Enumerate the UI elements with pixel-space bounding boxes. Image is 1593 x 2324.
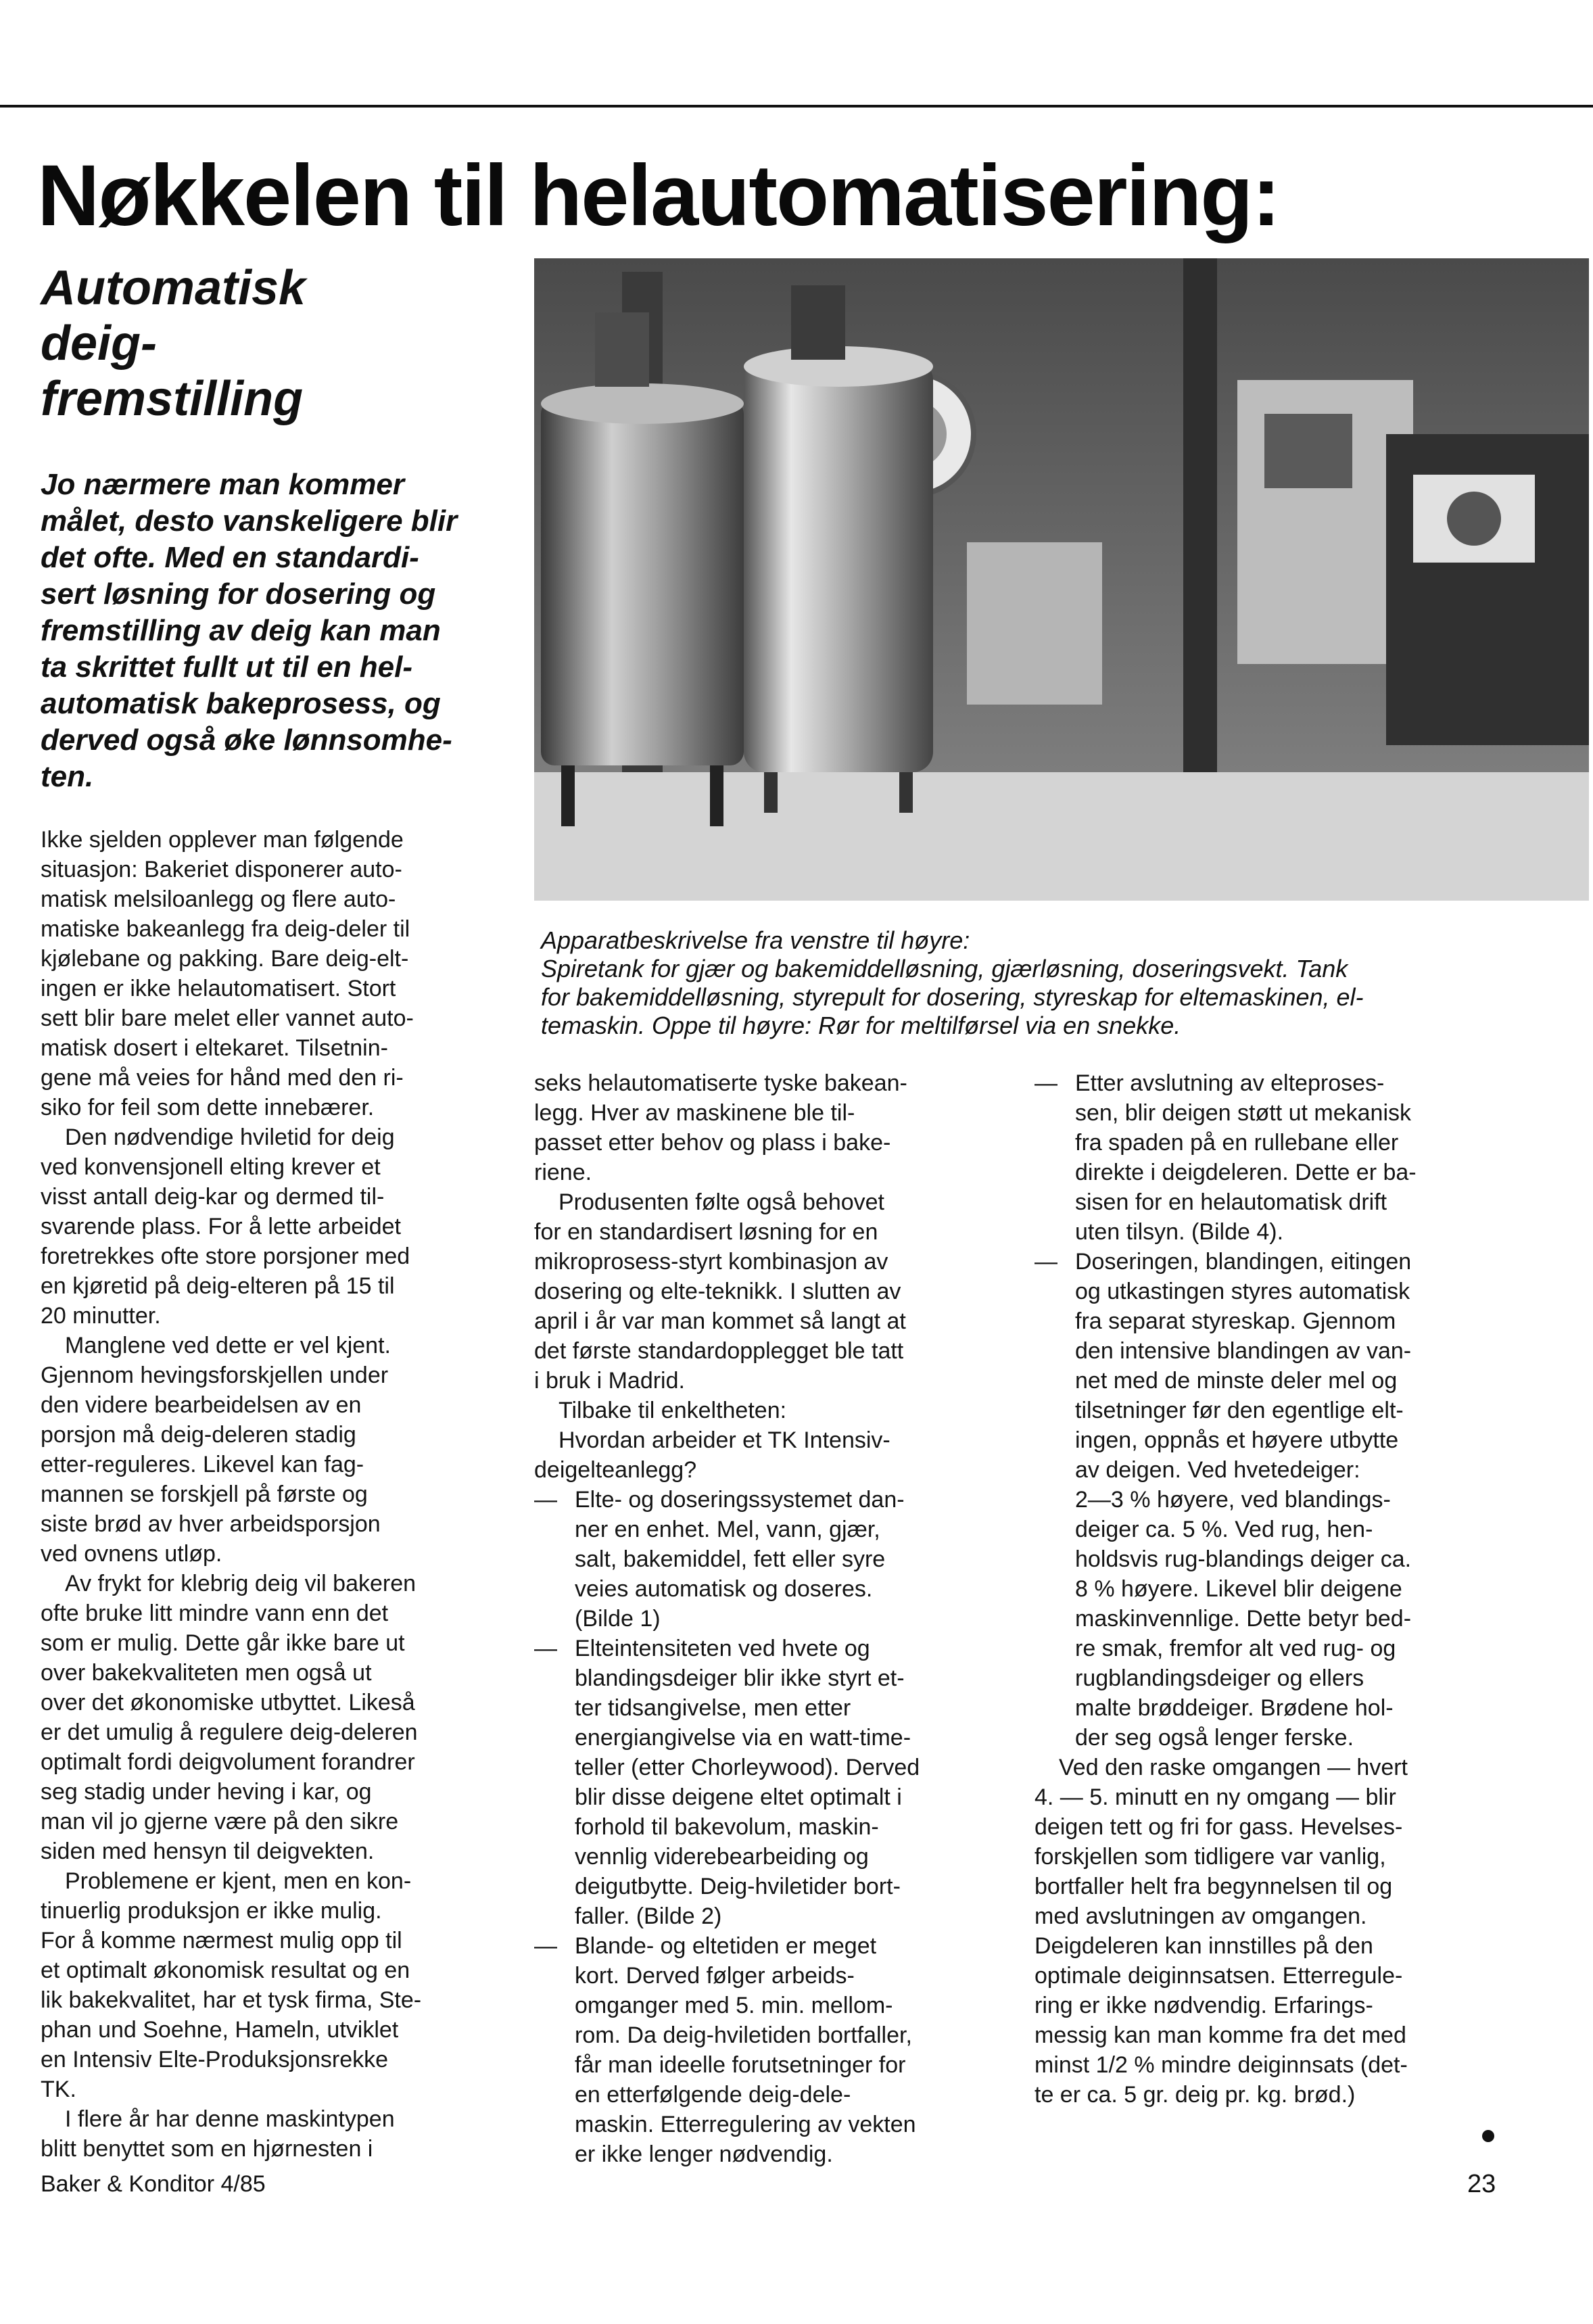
caption-line: Spiretank for gjær og bakemiddelløsning, gjærløsning, doseringsvekt. Tank	[541, 955, 1348, 982]
text-line: ner en enhet. Mel, vann, gjær,	[575, 1517, 880, 1542]
text-line: sisen for en helautomatisk drift	[1075, 1189, 1387, 1215]
text-line: rugblandingsdeiger og ellers	[1075, 1665, 1364, 1691]
text-line: 4. — 5. minutt en ny omgang — blir	[1035, 1784, 1396, 1810]
text-line: et optimalt økonomisk resultat og en	[41, 1958, 410, 1983]
text-line: april i år var man kommet så langt at	[534, 1308, 906, 1334]
text-line: er ikke lenger nødvendig.	[575, 2141, 833, 2167]
text-line: te er ca. 5 gr. deig pr. kg. brød.)	[1035, 2082, 1356, 2108]
text-line: over bakekvaliteten men også ut	[41, 1660, 372, 1686]
lead-line: derved også øke lønnsomhe-	[41, 724, 452, 757]
text-line: dosering og elte-teknikk. I slutten av	[534, 1279, 901, 1304]
text-line: riene.	[534, 1160, 592, 1185]
top-rule	[0, 105, 1593, 108]
body-column-3	[1035, 1068, 1528, 2110]
text-line: situasjon: Bakeriet disponerer auto-	[41, 857, 402, 882]
text-line: lik bakekvalitet, har et tysk firma, Ste-	[41, 1987, 422, 2013]
subtitle-line: deig-	[41, 316, 157, 371]
footer-magazine: Baker & Konditor 4/85	[41, 2171, 266, 2197]
text-line: sen, blir deigen støtt ut mekanisk	[1075, 1100, 1412, 1126]
text-line: — Elte- og doseringssystemet dan-	[534, 1485, 1007, 1515]
text-line: phan und Soehne, Hameln, utviklet	[41, 2017, 399, 2043]
text-line: ingen er ikke helautomatisert. Stort	[41, 976, 396, 1001]
text-line: blandingsdeiger blir ikke styrt et-	[575, 1665, 905, 1691]
text-line: deigelteanlegg?	[534, 1457, 697, 1483]
subtitle-line: fremstilling	[41, 372, 304, 426]
page-title: Nøkkelen til helautomatisering:	[37, 147, 1280, 244]
text-line: seks helautomatiserte tyske bakean-	[534, 1070, 907, 1096]
text-line: Tilbake til enkeltheten:	[558, 1398, 787, 1423]
text-line: 2—3 % høyere, ved blandings-	[1075, 1487, 1391, 1513]
text-line: Ikke sjelden opplever man følgende	[41, 827, 404, 853]
text-line: TK.	[41, 2077, 76, 2102]
subtitle	[41, 260, 500, 427]
text-line: omganger med 5. min. mellom-	[575, 1993, 893, 2018]
text-line: deiger ca. 5 %. Ved rug, hen-	[1075, 1517, 1373, 1542]
text-line: i bruk i Madrid.	[534, 1368, 685, 1394]
text-line: I flere år har denne maskintypen	[65, 2106, 395, 2132]
text-line: man vil jo gjerne være på den sikre	[41, 1809, 399, 1834]
text-line: siden med hensyn til deigvekten.	[41, 1839, 375, 1864]
text-line: får man ideelle forutsetninger for	[575, 2052, 906, 2078]
text-line: (Bilde 1)	[575, 1606, 661, 1632]
text-line: etter-reguleres. Likevel kan fag-	[41, 1452, 364, 1477]
text-line: siko for feil som dette innebærer.	[41, 1095, 375, 1120]
text-line: tilsetninger før den egentlige elt-	[1075, 1398, 1404, 1423]
text-line: passet etter behov og plass i bake-	[534, 1130, 891, 1156]
text-line: blitt benyttet som en hjørnesten i	[41, 2136, 373, 2162]
text-line: minst 1/2 % mindre deiginnsats (det-	[1035, 2052, 1408, 2078]
text-line: er det umulig å regulere deig-deleren	[41, 1720, 418, 1745]
text-line: det første standardopplegget ble tatt	[534, 1338, 904, 1364]
text-line: Gjennom hevingsforskjellen under	[41, 1362, 389, 1388]
text-line: ring er ikke nødvendig. Erfarings-	[1035, 1993, 1373, 2018]
text-line: bortfaller helt fra begynnelsen til og	[1035, 1874, 1393, 1899]
body-column-1	[41, 825, 500, 2164]
bakery-machinery-photo	[534, 258, 1589, 901]
text-line: gene må veies for hånd med den ri-	[41, 1065, 404, 1091]
photo-caption	[541, 926, 1569, 1040]
text-line: fra spaden på en rullebane eller	[1075, 1130, 1399, 1156]
text-line: — Doseringen, blandingen, eitingen	[1035, 1247, 1528, 1277]
text-line: over det økonomiske utbyttet. Likeså	[41, 1690, 415, 1715]
text-line: matiske bakeanlegg fra deig-deler til	[41, 916, 410, 942]
text-line: deigen tett og fri for gass. Hevelses-	[1035, 1814, 1403, 1840]
text-line: porsjon må deig-deleren stadig	[41, 1422, 356, 1448]
text-line: 20 minutter.	[41, 1303, 161, 1329]
text-line: energiangivelse via en watt-time-	[575, 1725, 911, 1751]
text-line: Av frykt for klebrig deig vil bakeren	[65, 1571, 417, 1596]
lead-line: automatisk bakeprosess, og	[41, 687, 441, 720]
text-line: maskin. Etterregulering av vekten	[575, 2112, 916, 2137]
lead-line: Jo nærmere man kommer	[41, 468, 404, 501]
text-line: siste brød av hver arbeidsporsjon	[41, 1511, 381, 1537]
text-line: ter tidsangivelse, men etter	[575, 1695, 851, 1721]
text-line: For å komme nærmest mulig opp til	[41, 1928, 402, 1953]
text-line: forhold til bakevolum, maskin-	[575, 1814, 879, 1840]
text-line: Problemene er kjent, men en kon-	[65, 1868, 412, 1894]
text-line: — Blande- og eltetiden er meget	[534, 1931, 1007, 1961]
text-line: optimalt fordi deigvolument forandrer	[41, 1749, 415, 1775]
text-line: — Etter avslutning av elteproses-	[1035, 1068, 1528, 1098]
text-line: salt, bakemiddel, fett eller syre	[575, 1546, 886, 1572]
text-line: der seg også lenger ferske.	[1075, 1725, 1354, 1751]
text-line: optimale deiginnsatsen. Etterregule-	[1035, 1963, 1403, 1989]
end-mark-bullet	[1482, 2130, 1494, 2142]
lead-line: ten.	[41, 760, 94, 793]
text-line: direkte i deigdeleren. Dette er ba-	[1075, 1160, 1417, 1185]
text-line: sett blir bare melet eller vannet auto-	[41, 1005, 414, 1031]
text-line: ofte bruke litt mindre vann enn det	[41, 1600, 389, 1626]
text-line: ingen, oppnås et høyere utbytte	[1075, 1427, 1399, 1453]
text-line: kjølebane og pakking. Bare deig-elt-	[41, 946, 409, 972]
text-line: kort. Derved følger arbeids-	[575, 1963, 855, 1989]
text-line: den videre bearbeidelsen av en	[41, 1392, 362, 1418]
text-line: Hvordan arbeider et TK Intensiv-	[558, 1427, 890, 1453]
text-line: en Intensiv Elte-Produksjonsrekke	[41, 2047, 389, 2072]
text-line: Ved den raske omgangen — hvert	[1059, 1755, 1408, 1780]
text-line: fra separat styreskap. Gjennom	[1075, 1308, 1396, 1334]
text-line: svarende plass. For å lette arbeidet	[41, 1214, 401, 1239]
text-line: vennlig viderebearbeiding og	[575, 1844, 869, 1870]
text-line: av deigen. Ved hvetedeiger:	[1075, 1457, 1360, 1483]
caption-line: Apparatbeskrivelse fra venstre til høyre:	[541, 926, 970, 954]
text-line: re smak, fremfor alt ved rug- og	[1075, 1636, 1396, 1661]
text-line: matisk melsiloanlegg og flere auto-	[41, 886, 396, 912]
page-number: 23	[1467, 2170, 1496, 2198]
text-line: teller (etter Chorleywood). Derved	[575, 1755, 920, 1780]
text-line: legg. Hver av maskinene ble til-	[534, 1100, 855, 1126]
photo-illustration	[534, 258, 1589, 901]
text-line: maskinvennlige. Dette betyr bed-	[1075, 1606, 1412, 1632]
body-column-2	[534, 1068, 1007, 2169]
text-line: den intensive blandingen av van-	[1075, 1338, 1412, 1364]
text-line: Produsenten følte også behovet	[558, 1189, 884, 1215]
text-line: ved ovnens utløp.	[41, 1541, 222, 1567]
caption-line: temaskin. Oppe til høyre: Rør for meltilførsel via en snekke.	[541, 1012, 1181, 1039]
text-line: 8 % høyere. Likevel blir deigene	[1075, 1576, 1402, 1602]
text-line: forskjellen som tidligere var vanlig,	[1035, 1844, 1386, 1870]
text-line: mannen se forskjell på første og	[41, 1481, 368, 1507]
lead-line: fremstilling av deig kan man	[41, 614, 441, 647]
lead-line: sert løsning for dosering og	[41, 577, 436, 611]
lead-line: målet, desto vanskeligere blir	[41, 504, 458, 538]
text-line: veies automatisk og doseres.	[575, 1576, 873, 1602]
text-line: malte brøddeiger. Brødene hol-	[1075, 1695, 1394, 1721]
lead-line: ta skrittet fullt ut til en hel-	[41, 650, 413, 684]
text-line: blir disse deigene eltet optimalt i	[575, 1784, 902, 1810]
text-line: en kjøretid på deig-elteren på 15 til	[41, 1273, 395, 1299]
text-line: og utkastingen styres automatisk	[1075, 1279, 1410, 1304]
text-line: for en standardisert løsning for en	[534, 1219, 878, 1245]
text-line: tinuerlig produksjon er ikke mulig.	[41, 1898, 382, 1924]
text-line: som er mulig. Dette går ikke bare ut	[41, 1630, 405, 1656]
text-line: deigutbytte. Deig-hviletider bort-	[575, 1874, 901, 1899]
text-line: rom. Da deig-hviletiden bortfaller,	[575, 2022, 912, 2048]
text-line: uten tilsyn. (Bilde 4).	[1075, 1219, 1284, 1245]
text-line: med avslutningen av omgangen.	[1035, 1903, 1367, 1929]
lead-paragraph	[41, 467, 514, 795]
text-line: net med de minste deler mel og	[1075, 1368, 1398, 1394]
text-line: Manglene ved dette er vel kjent.	[65, 1333, 391, 1358]
text-line: mikroprosess-styrt kombinasjon av	[534, 1249, 888, 1275]
text-line: holdsvis rug-blandings deiger ca.	[1075, 1546, 1412, 1572]
text-line: visst antall deig-kar og dermed til-	[41, 1184, 385, 1210]
text-line: matisk dosert i eltekaret. Tilsetnin-	[41, 1035, 388, 1061]
text-line: en etterfølgende deig-dele-	[575, 2082, 851, 2108]
text-line: foretrekkes ofte store porsjoner med	[41, 1243, 410, 1269]
text-line: ved konvensjonell elting krever et	[41, 1154, 381, 1180]
text-line: Den nødvendige hviletid for deig	[65, 1124, 395, 1150]
text-line: Deigdeleren kan innstilles på den	[1035, 1933, 1373, 1959]
text-line: seg stadig under heving i kar, og	[41, 1779, 372, 1805]
text-line: faller. (Bilde 2)	[575, 1903, 722, 1929]
subtitle-line: Automatisk	[41, 261, 306, 315]
text-line: — Elteintensiteten ved hvete og	[534, 1634, 1007, 1663]
caption-line: for bakemiddelløsning, styrepult for dosering, styreskap for eltemaskinen, el-	[541, 983, 1364, 1011]
lead-line: det ofte. Med en standardi-	[41, 541, 419, 574]
text-line: messig kan man komme fra det med	[1035, 2022, 1406, 2048]
